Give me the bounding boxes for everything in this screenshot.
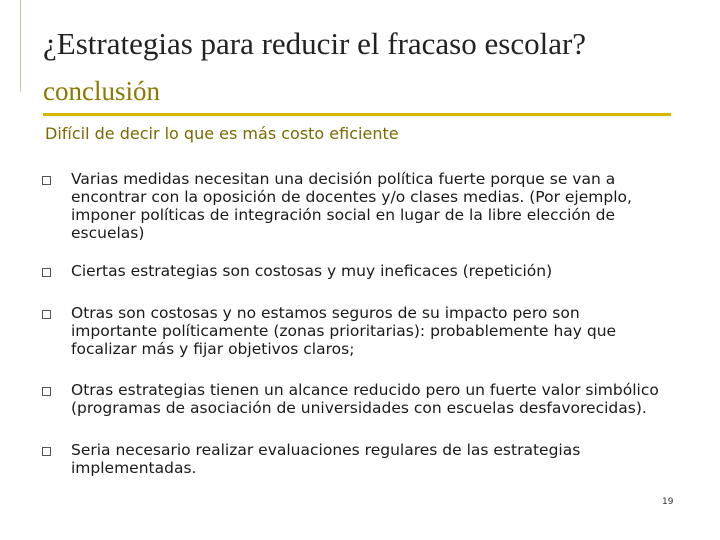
- bullet-text: Seria necesario realizar evaluaciones regulares de las estrategias implementadas.: [71, 441, 581, 477]
- lead-statement: Difícil de decir lo que es más costo eficiente: [45, 124, 399, 143]
- bullet-item: [40, 262, 670, 280]
- hollow-square-bullet-icon: [42, 268, 51, 277]
- bullet-item: [40, 304, 670, 358]
- hollow-square-bullet-icon: [42, 447, 51, 456]
- bullet-text: Otras estrategias tienen un alcance reducido pero un fuerte valor simbólico (programas de asociación de universidades con escuelas desfavorecidas).: [71, 381, 659, 417]
- hollow-square-bullet-icon: [42, 387, 51, 396]
- bullet-item: [40, 441, 670, 477]
- hollow-square-bullet-icon: [42, 176, 51, 185]
- slide-title: ¿Estrategias para reducir el fracaso escolar?: [43, 26, 587, 61]
- bullet-item: [40, 170, 670, 242]
- slide-subtitle: conclusión: [43, 76, 160, 106]
- bullet-text: Otras son costosas y no estamos seguros de su impacto pero son importante políticamente (zonas prioritarias): probablemente hay que focalizar más y fijar objetivos claros;: [71, 304, 617, 358]
- bullet-item: [40, 381, 670, 417]
- hollow-square-bullet-icon: [42, 310, 51, 319]
- page-number: 19: [662, 497, 674, 507]
- title-underline-rule: [43, 113, 671, 116]
- bullet-list: [40, 170, 670, 477]
- bullet-text: Varias medidas necesitan una decisión política fuerte porque se van a encontrar con la oposición de docentes y/o clases medias. (Por ejemplo, imponer políticas de integración social en lugar de la libre elección de escuelas): [71, 170, 632, 242]
- bullet-text: Ciertas estrategias son costosas y muy ineficaces (repetición): [71, 262, 553, 280]
- left-decorative-rule: [20, 0, 21, 92]
